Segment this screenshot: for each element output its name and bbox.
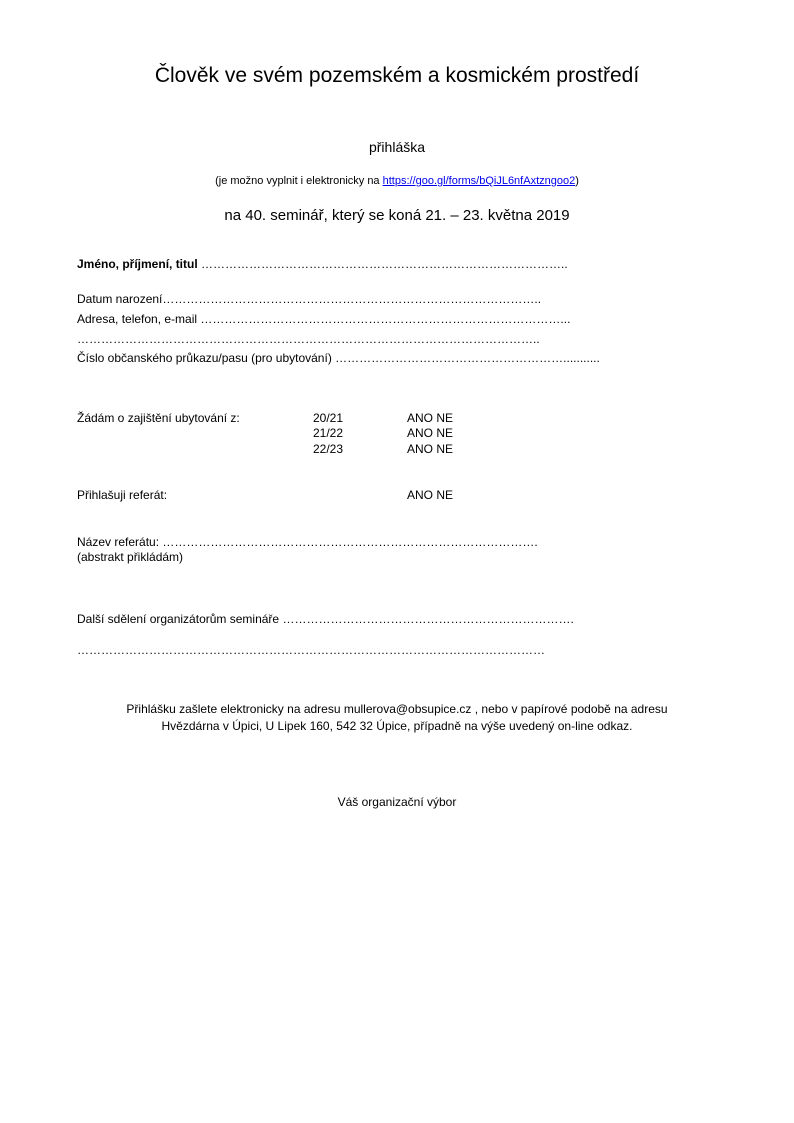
- accommodation-night: 20/21: [313, 411, 344, 425]
- name-field: [77, 257, 568, 271]
- lecture-title-dots: ………………………………………………………………………………….: [159, 535, 538, 549]
- signature: Váš organizační výbor: [337, 795, 457, 809]
- name-label: Jméno, příjmení, titul: [77, 257, 198, 271]
- birth-label: Datum narození: [77, 292, 163, 306]
- document-subtitle: přihláška: [368, 139, 426, 155]
- abstract-note: (abstrakt přikládám): [77, 550, 184, 564]
- name-dots: ………………………………………………………………………………..: [197, 257, 568, 271]
- address-label: Adresa, telefon, e-mail: [77, 312, 198, 326]
- accommodation-options: ANO NE: [407, 411, 454, 425]
- accommodation-night: 22/23: [313, 442, 344, 456]
- accommodation-options: ANO NE: [407, 426, 454, 440]
- electronic-form-note: [0, 175, 794, 187]
- id-label: Číslo občanského průkazu/pasu (pro ubytování): [77, 351, 332, 365]
- address-dots: ………………………………………………………………………………...: [197, 312, 571, 326]
- lecture-title-label: Název referátu:: [77, 535, 160, 549]
- lecture-options: ANO NE: [407, 488, 454, 502]
- form-link[interactable]: https://goo.gl/forms/bQiJL6nfAxtzngoo2: [382, 175, 576, 187]
- address-blank-line: ……………………………………………………………………………………………………..: [77, 332, 540, 346]
- other-info-label: Další sdělení organizátorům semináře: [77, 612, 280, 626]
- accommodation-options: ANO NE: [407, 442, 454, 456]
- id-field: [77, 351, 600, 365]
- note-suffix: ): [575, 175, 579, 187]
- page-title: Člověk ve svém pozemském a kosmickém prostředí: [154, 64, 640, 87]
- accommodation-night: 21/22: [313, 426, 344, 440]
- address-field: [77, 312, 570, 326]
- other-info-blank-line: ………………………………………………………………………………………………………: [77, 643, 545, 657]
- id-dots: …………………………………………………...........: [331, 351, 600, 365]
- birth-field: [77, 292, 541, 306]
- note-prefix: (je možno vyplnit i elektronicky na: [215, 175, 383, 187]
- seminar-info: na 40. seminář, který se koná 21. – 23. května 2019: [224, 207, 570, 224]
- instructions-line-1: Přihlášku zašlete elektronicky na adresu mullerova@obsupice.cz , nebo v papírové podobě na adresu: [126, 702, 668, 716]
- other-info-field: [77, 612, 574, 626]
- other-info-dots: ……………………………………………………………….: [279, 612, 574, 626]
- birth-dots: …………………………………………………………………………………..: [162, 292, 542, 306]
- lecture-label: Přihlašuji referát:: [77, 488, 168, 502]
- instructions-line-2: Hvězdárna v Úpici, U Lipek 160, 542 32 Úpice, případně na výše uvedený on-line odkaz.: [161, 719, 633, 733]
- lecture-title-field: [77, 535, 538, 549]
- accommodation-label: Žádám o zajištění ubytování z:: [77, 411, 240, 425]
